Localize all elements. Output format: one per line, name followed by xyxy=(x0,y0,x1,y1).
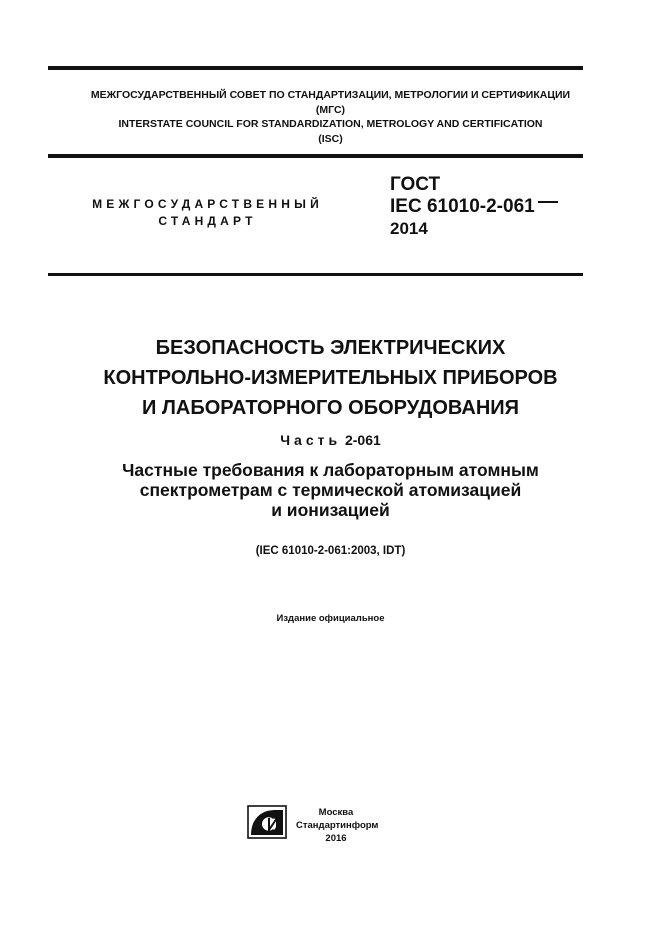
iec-reference: (IEC 61010-2-061:2003, IDT) xyxy=(255,545,406,557)
subtitle-line-1: Частные требования к лабораторным атомным xyxy=(122,460,539,480)
title-line-2: КОНТРОЛЬНО-ИЗМЕРИТЕЛЬНЫХ ПРИБОРОВ xyxy=(103,367,558,389)
part-label: Часть xyxy=(280,432,342,448)
council-abbr-en: (ISC) xyxy=(318,132,343,145)
council-abbr-ru: (МГС) xyxy=(315,103,346,116)
standard-number-row xyxy=(390,196,558,218)
standard-type xyxy=(70,196,345,230)
publisher-city: Москва xyxy=(318,807,354,818)
subtitle-line-3: и ионизацией xyxy=(271,500,390,520)
standard-number: IEC 61010-2-061 xyxy=(390,196,535,217)
subtitle-line-2: спектрометрам с термической атомизацией xyxy=(139,480,522,500)
gost-label: ГОСТ xyxy=(390,174,441,195)
publisher-info xyxy=(296,806,379,845)
header-rule xyxy=(48,154,583,158)
standard-type-line1: МЕЖГОСУДАРСТВЕННЫЙ xyxy=(92,197,323,211)
title-line-3: И ЛАБОРАТОРНОГО ОБОРУДОВАНИЯ xyxy=(141,397,520,419)
council-header xyxy=(0,88,661,146)
council-name-en: INTERSTATE COUNCIL FOR STANDARDIZATION, METROLOGY AND CERTIFICATION xyxy=(118,118,543,131)
part-heading xyxy=(0,432,661,448)
designation-rule xyxy=(48,273,583,276)
document-title xyxy=(0,333,661,423)
standard-type-line2: СТАНДАРТ xyxy=(158,214,257,228)
top-rule xyxy=(48,66,583,70)
title-line-1: БЕЗОПАСНОСТЬ ЭЛЕКТРИЧЕСКИХ xyxy=(155,337,506,359)
dash-mark xyxy=(538,201,558,203)
standard-year: 2014 xyxy=(390,219,428,238)
part-number: 2-061 xyxy=(344,432,381,448)
standartinform-logo-icon xyxy=(247,805,287,839)
council-name-ru: МЕЖГОСУДАРСТВЕННЫЙ СОВЕТ ПО СТАНДАРТИЗАЦИИ, МЕТРОЛОГИИ И СЕРТИФИКАЦИИ xyxy=(90,89,571,101)
standard-designation xyxy=(390,174,558,240)
publisher-year: 2016 xyxy=(325,833,347,844)
publisher-name: Стандартинформ xyxy=(296,820,379,831)
document-subtitle xyxy=(0,460,661,520)
edition-note: Издание официальное xyxy=(276,613,385,624)
